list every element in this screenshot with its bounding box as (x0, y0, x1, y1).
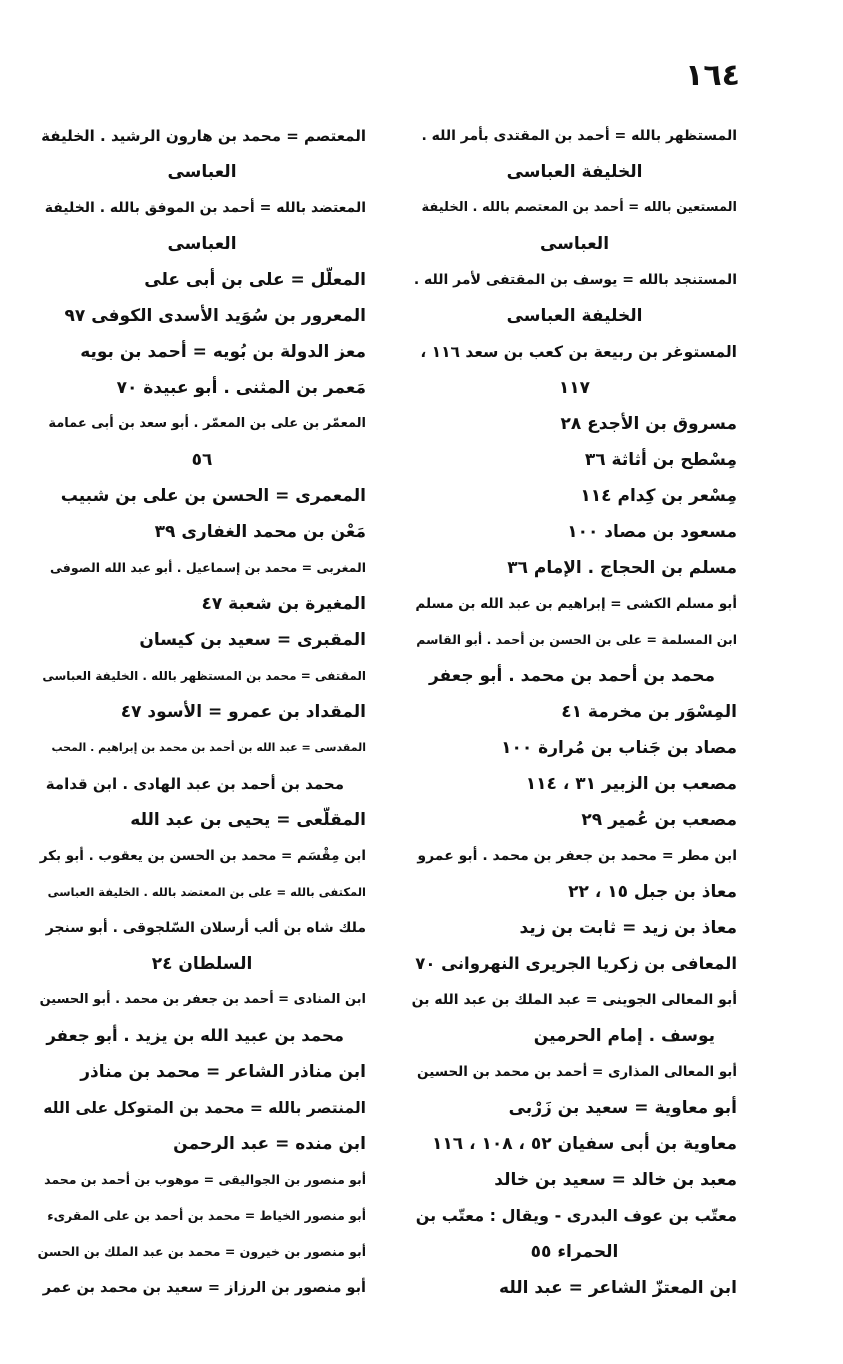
index-entry: أبو المعالى الجوينى = عبد الملك بن عبد الله بن (412, 992, 737, 1008)
index-column-left (38, 118, 366, 1306)
index-entry: المعلّل = على بن أبى على (144, 270, 366, 290)
index-entry: أبو منصور بن الرزاز = سعيد بن محمد بن عمر (42, 1280, 366, 1296)
index-entry-continuation: محمد بن أحمد بن محمد . أبو جعفر (428, 666, 715, 686)
index-entry: مِسْطح بن أثاثة ٣٦ (584, 450, 737, 470)
index-entry-continuation: يوسف . إمام الحرمين (533, 1026, 715, 1046)
index-entry-continuation: السلطان ٢٤ (151, 954, 253, 974)
index-entry: مصعب بن عُمير ٢٩ (581, 810, 737, 830)
index-entry: معتّب بن عوف البدرى - ويقال : معتّب بن (415, 1206, 737, 1225)
index-entry: المعمّر بن على بن المعمّر . أبو سعد بن أبى عمامة (48, 416, 366, 431)
index-entry: المعمرى = الحسن بن على بن شبيب (60, 486, 366, 506)
index-entry: المقتفى = محمد بن المستظهر بالله . الخليفة العباسى (42, 669, 366, 683)
index-entry: المقدسى = عبد الله بن أحمد بن محمد بن إبراهيم . المحب (51, 741, 366, 754)
index-entry: المغيرة بن شعبة ٤٧ (201, 594, 366, 614)
index-entry: المعتضد بالله = أحمد بن الموفق بالله . الخليفة (44, 200, 366, 216)
index-entry: المعرور بن سُوَيد الأسدى الكوفى ٩٧ (64, 306, 366, 326)
index-entry: أبو معاوية = سعيد بن زَرْبى (508, 1098, 737, 1118)
index-entry: المقلّعى = يحيى بن عبد الله (130, 810, 366, 830)
index-entry: معاوية بن أبى سفيان ٥٢ ، ١٠٨ ، ١١٦ (432, 1134, 737, 1154)
index-entry: أبو مسلم الكشى = إبراهيم بن عبد الله بن مسلم (415, 596, 737, 612)
index-entry: ابن المعتزّ الشاعر = عبد الله (499, 1278, 737, 1298)
index-entry: ابن المنادى = أحمد بن جعفر بن محمد . أبو الحسين (39, 992, 366, 1007)
index-entry: المنتصر بالله = محمد بن المتوكل على الله (43, 1099, 366, 1117)
index-entry-continuation: الحمراء ٥٥ (530, 1242, 619, 1262)
index-entry-continuation: الخليفة العباسى (506, 306, 643, 326)
index-entry-continuation: العباسى (167, 234, 237, 254)
index-entry: ابن مِقْسَم = محمد بن الحسن بن يعقوب . أبو بكر (39, 848, 366, 864)
index-entry-continuation: ١١٧ (558, 378, 591, 398)
index-entry-continuation: العباسى (539, 234, 610, 254)
index-entry: مسروق بن الأجدع ٢٨ (560, 414, 737, 434)
index-entry: المعافى بن زكريا الجريرى النهروانى ٧٠ (415, 954, 737, 973)
index-entry: أبو المعالى المذارى = أحمد بن محمد بن الحسين (417, 1064, 737, 1080)
index-entry: المكتفى بالله = على بن المعتضد بالله . الخليفة العباسى (47, 885, 366, 899)
index-column-right (412, 118, 737, 1306)
index-entry: مسلم بن الحجاج . الإمام ٣٦ (507, 558, 737, 578)
index-entry-continuation: الخليفة العباسى (506, 162, 643, 182)
index-entry: ابن منده = عبد الرحمن (173, 1134, 366, 1154)
index-entry-continuation: محمد بن عبيد الله بن يزيد . أبو جعفر (46, 1026, 344, 1045)
index-entry: أبو منصور بن الجواليقى = موهوب بن أحمد بن محمد (44, 1172, 366, 1187)
index-entry: ملك شاه بن ألب أرسلان السّلجوقى . أبو سنجر (45, 920, 366, 936)
index-entry: المستظهر بالله = أحمد بن المقتدى بأمر الله . (421, 128, 737, 144)
index-entry: المستوغر بن ربيعة بن كعب بن سعد ١١٦ ، (420, 343, 737, 361)
index-entry: مصعب بن الزبير ٣١ ، ١١٤ (525, 774, 737, 794)
index-entry: مَعْن بن محمد الغفارى ٣٩ (154, 522, 366, 542)
index-entry: المقبرى = سعيد بن كيسان (139, 630, 366, 650)
index-entry: المقداد بن عمرو = الأسود ٤٧ (120, 702, 366, 722)
index-entry: معبد بن خالد = سعيد بن خالد (494, 1170, 737, 1190)
index-entry: المستنجد بالله = يوسف بن المقتفى لأمر الله . (413, 272, 737, 288)
index-entry: ابن المسلمة = على بن الحسن بن أحمد . أبو القاسم (416, 632, 737, 647)
index-entry: معز الدولة بن بُويه = أحمد بن بويه (80, 342, 366, 362)
index-entry: المعتصم = محمد بن هارون الرشيد . الخليفة (41, 127, 366, 145)
index-entry-continuation: العباسى (167, 162, 237, 182)
index-entry: أبو منصور الخياط = محمد بن أحمد بن على المقرىء (47, 1208, 366, 1223)
index-entry: معاذ بن جبل ١٥ ، ٢٢ (568, 882, 737, 902)
index-entry: مَعمر بن المثنى . أبو عبيدة ٧٠ (116, 378, 366, 398)
index-entry: مسعود بن مصاد ١٠٠ (567, 522, 737, 542)
index-entry: معاذ بن زيد = ثابت بن زيد (519, 918, 737, 938)
index-entry: ابن مطر = محمد بن جعفر بن محمد . أبو عمرو (417, 848, 737, 864)
index-entry: ابن مناذر الشاعر = محمد بن مناذر (80, 1062, 366, 1082)
index-entry: أبو منصور بن خيرون = محمد بن عبد الملك بن الحسن (38, 1244, 366, 1259)
index-entry: مِسْعر بن كِدام ١١٤ (580, 486, 737, 506)
index-entry: مصاد بن جَناب بن مُرارة ١٠٠ (501, 738, 737, 758)
index-entry: المغربى = محمد بن إسماعيل . أبو عبد الله الصوفى (50, 560, 366, 575)
index-entry: المِسْوَر بن مخرمة ٤١ (561, 702, 737, 722)
index-entry-continuation: ٥٦ (191, 450, 213, 470)
index-entry-continuation: محمد بن أحمد بن عبد الهادى . ابن قدامة (45, 775, 344, 793)
page-number: ١٦٤ (685, 58, 740, 93)
index-entry: المستعين بالله = أحمد بن المعتصم بالله . الخليفة (421, 200, 737, 215)
